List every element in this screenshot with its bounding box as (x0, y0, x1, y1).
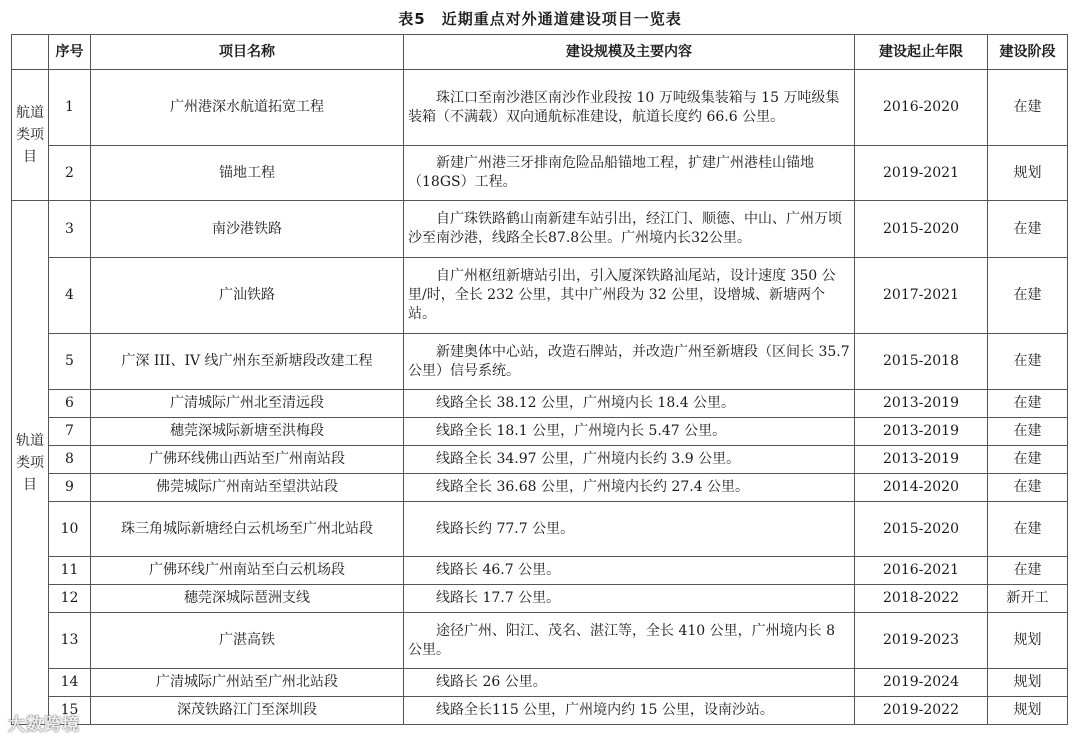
content-cell (404, 669, 855, 697)
table-row (12, 146, 1068, 201)
seq-cell: 3 (49, 201, 91, 258)
table-row (12, 258, 1068, 334)
content-cell (404, 474, 855, 502)
content-text: 线路长 46.7 公里。 (436, 562, 561, 578)
years-cell: 2015-2018 (855, 334, 988, 390)
content-text: 线路长约 77.7 公里。 (436, 520, 575, 537)
years-cell: 2013-2019 (855, 390, 988, 418)
content-cell (404, 70, 855, 146)
seq-cell: 5 (49, 334, 91, 390)
seq-cell: 12 (49, 585, 91, 613)
stage-cell: 规划 (988, 146, 1068, 201)
table-row (12, 502, 1068, 557)
content-text: 线路全长 18.1 公里，广州境内长 5.47 公里。 (436, 423, 727, 439)
table-header-row (12, 35, 1068, 70)
content-text: 新建广州港三牙排南危险品船锚地工程，扩建广州港桂山锚地（18GS）工程。 (408, 155, 814, 190)
project-name-cell: 广佛环线佛山西站至广州南站段 (91, 446, 404, 474)
stage-cell: 在建 (988, 502, 1068, 557)
content-cell (404, 613, 855, 669)
table-row (12, 669, 1068, 697)
seq-cell: 2 (49, 146, 91, 201)
years-cell: 2019-2024 (855, 669, 988, 697)
table-row (12, 557, 1068, 585)
content-cell (404, 201, 855, 258)
stage-cell: 在建 (988, 474, 1068, 502)
content-cell (404, 446, 855, 474)
content-cell (404, 585, 855, 613)
stage-cell: 在建 (988, 70, 1068, 146)
content-text: 线路全长 36.68 公里，广州境内长约 27.4 公里。 (436, 479, 750, 495)
project-name-cell: 珠三角城际新塘经白云机场至广州北站段 (91, 502, 404, 557)
content-text: 线路全长115 公里，广州境内约 15 公里，设南沙站。 (436, 702, 774, 718)
table-row (12, 585, 1068, 613)
table-row (12, 70, 1068, 146)
table-row (12, 390, 1068, 418)
years-cell: 2019-2023 (855, 613, 988, 669)
project-name-cell: 广汕铁路 (91, 258, 404, 334)
stage-cell: 在建 (988, 557, 1068, 585)
project-table (11, 34, 1068, 725)
project-name-cell: 穗莞深城际琶洲支线 (91, 585, 404, 613)
content-text: 自广珠铁路鹤山南新建车站引出，经江门、顺德、中山、广州万顷沙至南沙港，线路全长87.8公里。广州境内长32公里。 (408, 211, 842, 246)
table-row (12, 697, 1068, 725)
content-cell (404, 146, 855, 201)
stage-cell: 新开工 (988, 585, 1068, 613)
years-cell: 2014-2020 (855, 474, 988, 502)
stage-cell: 在建 (988, 201, 1068, 258)
content-text: 线路长 26 公里。 (436, 674, 547, 690)
stage-cell: 在建 (988, 258, 1068, 334)
years-cell: 2013-2019 (855, 446, 988, 474)
years-cell: 2013-2019 (855, 418, 988, 446)
content-cell (404, 697, 855, 725)
seq-cell: 9 (49, 474, 91, 502)
content-cell (404, 557, 855, 585)
project-name-cell: 佛莞城际广州南站至望洪站段 (91, 474, 404, 502)
seq-cell: 6 (49, 390, 91, 418)
seq-cell: 4 (49, 258, 91, 334)
content-text: 线路长 17.7 公里。 (436, 590, 561, 606)
seq-cell: 13 (49, 613, 91, 669)
stage-cell: 规划 (988, 669, 1068, 697)
watermark-text: 大数跨境 (8, 715, 80, 735)
seq-cell: 15 (49, 697, 91, 725)
project-name-cell: 穗莞深城际新塘至洪梅段 (91, 418, 404, 446)
seq-cell: 11 (49, 557, 91, 585)
project-name-cell: 锚地工程 (91, 146, 404, 201)
content-cell (404, 390, 855, 418)
header-stage: 建设阶段 (988, 35, 1068, 70)
table-row (12, 334, 1068, 390)
category-cell-rail: 轨道类项目 (12, 201, 49, 725)
years-cell: 2018-2022 (855, 585, 988, 613)
project-name-cell: 广清城际广州北至清远段 (91, 390, 404, 418)
project-name-cell: 广佛环线广州南站至白云机场段 (91, 557, 404, 585)
stage-cell: 在建 (988, 418, 1068, 446)
table-row (12, 613, 1068, 669)
table-row (12, 418, 1068, 446)
seq-cell: 8 (49, 446, 91, 474)
content-text: 线路全长 34.97 公里，广州境内长约 3.9 公里。 (436, 451, 741, 467)
content-text: 自广州枢纽新塘站引出，引入厦深铁路汕尾站，设计速度 350 公里/时，全长 232 公里，其中广州段为 32 公里，设增城、新塘两个站。 (408, 268, 836, 322)
stage-cell: 规划 (988, 613, 1068, 669)
seq-cell: 10 (49, 502, 91, 557)
stage-cell: 规划 (988, 697, 1068, 725)
category-cell-waterway: 航道类项目 (12, 70, 49, 201)
seq-cell: 7 (49, 418, 91, 446)
project-name-cell: 南沙港铁路 (91, 201, 404, 258)
project-name-cell: 广深 III、IV 线广州东至新塘段改建工程 (91, 334, 404, 390)
years-cell: 2019-2021 (855, 146, 988, 201)
content-text: 新建奥体中心站，改造石牌站，并改造广州至新塘段（区间长 35.7 公里）信号系统。 (408, 343, 850, 379)
seq-cell: 14 (49, 669, 91, 697)
content-cell (404, 334, 855, 390)
stage-cell: 在建 (988, 334, 1068, 390)
years-cell: 2015-2020 (855, 201, 988, 258)
header-years: 建设起止年限 (855, 35, 988, 70)
content-text: 珠江口至南沙港区南沙作业段按 10 万吨级集装箱与 15 万吨级集装箱（不满载）双向通航标准建设，航道长度约 66.6 公里。 (408, 89, 840, 125)
table-row (12, 474, 1068, 502)
header-content: 建设规模及主要内容 (404, 35, 855, 70)
content-text: 线路全长 38.12 公里，广州境内长 18.4 公里。 (436, 395, 736, 411)
table-row (12, 201, 1068, 258)
project-name-cell: 广湛高铁 (91, 613, 404, 669)
stage-cell: 在建 (988, 446, 1068, 474)
seq-cell: 1 (49, 70, 91, 146)
years-cell: 2019-2022 (855, 697, 988, 725)
stage-cell: 在建 (988, 390, 1068, 418)
years-cell: 2017-2021 (855, 258, 988, 334)
table-row (12, 446, 1068, 474)
content-cell (404, 418, 855, 446)
project-name-cell: 深茂铁路江门至深圳段 (91, 697, 404, 725)
content-cell (404, 258, 855, 334)
header-category (12, 35, 49, 70)
project-name-cell: 广州港深水航道拓宽工程 (91, 70, 404, 146)
project-name-cell: 广清城际广州站至广州北站段 (91, 669, 404, 697)
content-text: 途径广州、阳江、茂名、湛江等，全长 410 公里，广州境内长 8 公里。 (408, 622, 835, 658)
header-seq: 序号 (49, 35, 91, 70)
years-cell: 2015-2020 (855, 502, 988, 557)
header-name: 项目名称 (91, 35, 404, 70)
years-cell: 2016-2020 (855, 70, 988, 146)
content-cell (404, 502, 855, 557)
table-title: 表5 近期重点对外通道建设项目一览表 (398, 10, 682, 28)
years-cell: 2016-2021 (855, 557, 988, 585)
